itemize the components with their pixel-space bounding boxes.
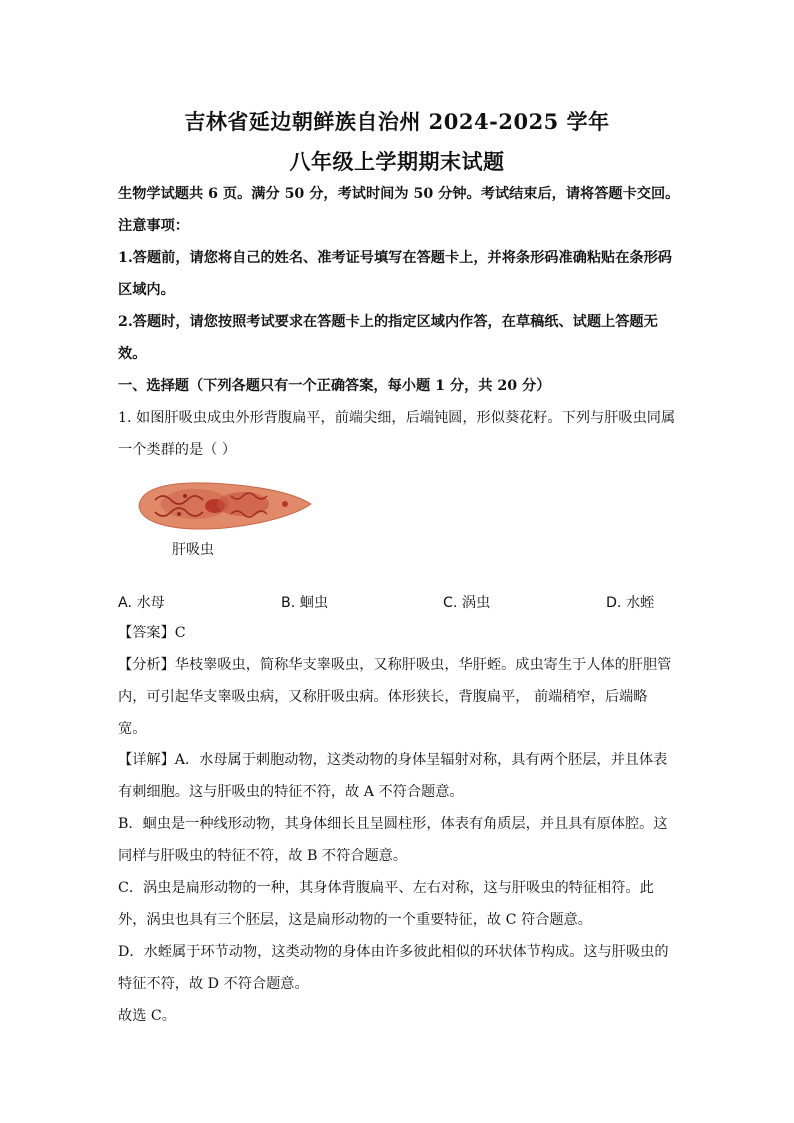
notes-heading: 注意事项： — [118, 218, 189, 234]
option-d: D. 水蛭 — [606, 595, 655, 611]
analysis-line-1: 【分析】华枝睾吸虫，简称华支睾吸虫，又称肝吸虫，华肝蛭。成虫寄生于人体的肝胆管 — [118, 657, 672, 673]
detail-d-line-1: D．水蛭属于环节动物，这类动物的身体由许多彼此相似的环状体节构成。这与肝吸虫的 — [118, 944, 669, 960]
detail-d-line-2: 特征不符，故 D 不符合题意。 — [118, 976, 309, 992]
section-1-heading: 一、选择题（下列各题只有一个正确答案，每小题 1 分，共 20 分） — [118, 378, 551, 394]
detail-c-line-2: 外，涡虫也具有三个胚层，这是扁形动物的一个重要特征，故 C 符合题意。 — [118, 912, 592, 928]
answer: 【答案】C — [118, 625, 186, 641]
analysis-line-3: 宽。 — [118, 721, 147, 737]
note-2-line-1: 2.答题时，请您按照考试要求在答题卡上的指定区域内作答，在草稿纸、试题上答题无 — [118, 314, 658, 330]
note-1-line-2: 区域内。 — [118, 282, 175, 298]
detail-a-line-2: 有刺细胞。这与肝吸虫的特征不符，故 A 不符合题意。 — [118, 784, 464, 800]
liver-fluke-image — [135, 474, 315, 536]
title-line-2: 八年级上学期期末试题 — [289, 149, 505, 174]
note-2-line-2: 效。 — [118, 346, 147, 362]
option-b: B. 蛔虫 — [281, 595, 329, 611]
conclusion: 故选 C。 — [118, 1008, 176, 1024]
figure-caption: 肝吸虫 — [172, 542, 214, 558]
option-c: C. 涡虫 — [443, 595, 491, 611]
analysis-line-2: 内，可引起华支睾吸虫病，又称肝吸虫病。体形狭长，背腹扁平， 前端稍窄，后端略 — [118, 689, 648, 705]
note-1-line-1: 1.答题前，请您将自己的姓名、准考证号填写在答题卡上，并将条形码准确粘贴在条形码 — [118, 250, 672, 266]
detail-c-line-1: C．涡虫是扁形动物的一种，其身体背腹扁平、左右对称，这与肝吸虫的特征相符。此 — [118, 880, 654, 896]
title-line-1: 吉林省延边朝鲜族自治州 2024-2025 学年 — [184, 109, 610, 134]
detail-b-line-2: 同样与肝吸虫的特征不符，故 B 不符合题意。 — [118, 848, 408, 864]
exam-info: 生物学试题共 6 页。满分 50 分，考试时间为 50 分钟。考试结束后，请将答题卡交回。 — [118, 186, 680, 202]
detail-a-line-1: 【详解】A．水母属于刺胞动物，这类动物的身体呈辐射对称，具有两个胚层，并且体表 — [118, 752, 668, 768]
question-1-stem-line-2: 一个类群的是（ ） — [118, 442, 237, 458]
question-1-stem-line-1: 1. 如图肝吸虫成虫外形背腹扁平，前端尖细，后端钝圆，形似葵花籽。下列与肝吸虫同属 — [118, 410, 676, 426]
option-a: A. 水母 — [118, 595, 165, 611]
detail-b-line-1: B．蛔虫是一种线形动物，其身体细长且呈圆柱形，体表有角质层，并且具有原体腔。这 — [118, 816, 668, 832]
